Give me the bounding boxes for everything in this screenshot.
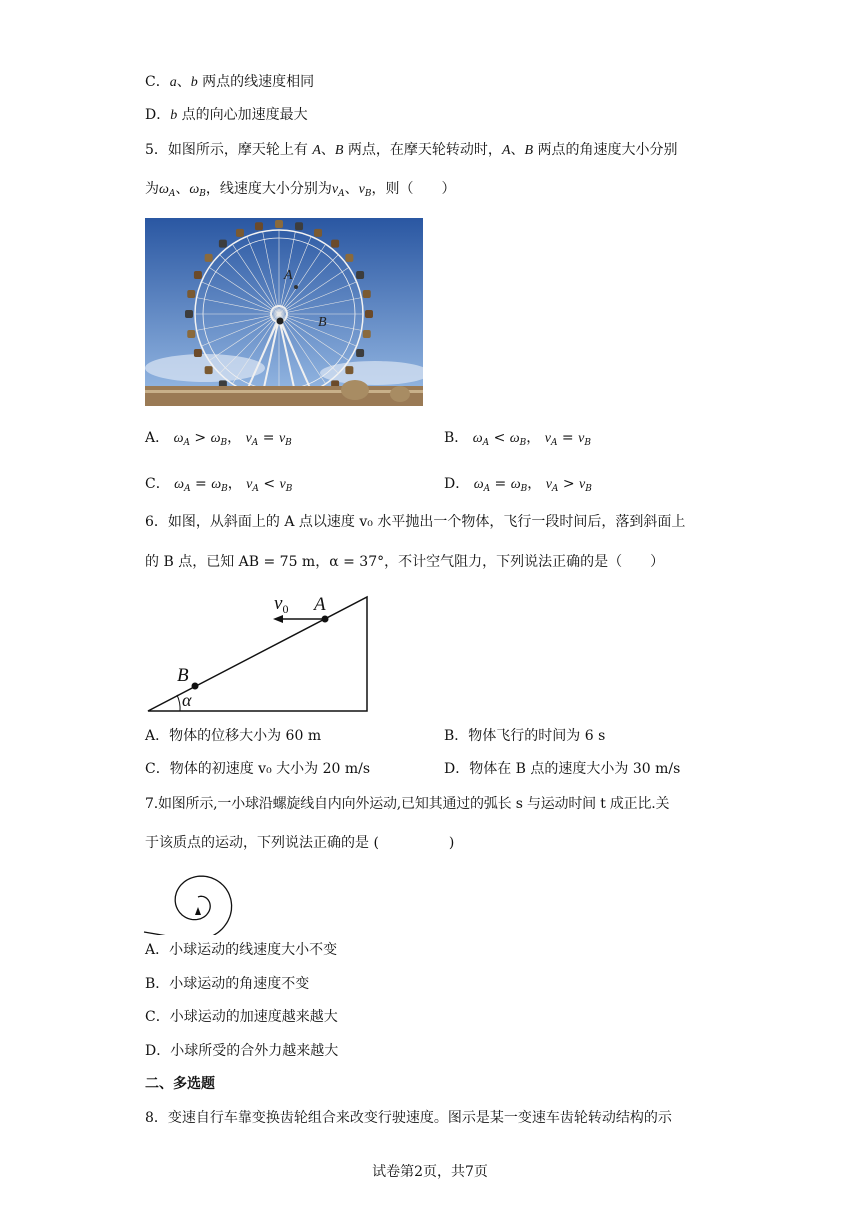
ferris-wheel-photo	[145, 218, 423, 406]
wheel-cabin	[205, 366, 213, 374]
q7-option-b: B．小球运动的角速度不变	[145, 976, 310, 992]
v0-label: $v_0$	[274, 593, 289, 616]
q8-stem-line1: 8．变速自行车靠变换齿轮组合来改变行驶速度。图示是某一变速车齿轮转动结构的示	[145, 1110, 672, 1126]
wheel-cabin	[194, 271, 202, 279]
q7-option-c: C．小球运动的加速度越来越大	[145, 1009, 338, 1025]
wheel-cabin	[363, 290, 371, 298]
photo-label-a: A	[284, 268, 293, 283]
wheel-cabin	[187, 290, 195, 298]
wheel-cabin	[331, 240, 339, 248]
a-label: A	[314, 594, 326, 615]
q6-option-b: B．物体飞行的时间为 6 s	[444, 728, 606, 744]
angle-arc	[177, 695, 180, 711]
q6-option-d: D．物体在 B 点的速度大小为 30 m/s	[444, 761, 681, 777]
wheel-cabin	[295, 222, 303, 230]
alpha-label: α	[182, 690, 192, 710]
wheel-cabin	[363, 330, 371, 338]
page-footer: 试卷第2页，共7页	[372, 1164, 488, 1180]
spiral-diagram	[140, 860, 240, 939]
wheel-cabin	[205, 254, 213, 262]
q5-option-d: D． $\omega_A = \omega_B$， $v_A > v_B$	[444, 476, 592, 494]
wheel-cabin	[255, 222, 263, 230]
b-label: B	[177, 665, 189, 686]
q7-option-d: D．小球所受的合外力越来越大	[145, 1043, 339, 1059]
incline-diagram	[140, 588, 380, 720]
wheel-cabin	[345, 366, 353, 374]
wheel-cabin	[356, 349, 364, 357]
q4-option-d: D．b 点的向心加速度最大	[145, 107, 308, 123]
wheel-cabin	[219, 240, 227, 248]
q5-stem-line2: 为$\omega_A$、$\omega_B$，线速度大小分别为$v_A$、$v_B$，则（ ）	[145, 181, 456, 199]
spiral-curve	[144, 876, 232, 935]
q6-stem-line2: 的 B 点，已知 AB = 75 m，α = 37°，不计空气阻力，下列说法正确的是（ ）	[145, 554, 665, 570]
point-b-dot	[192, 683, 199, 690]
photo-label-b: B	[318, 315, 327, 330]
point-b-marker	[277, 318, 284, 325]
wheel-cabin	[236, 229, 244, 237]
wheel-cabin	[185, 310, 193, 318]
wheel-cabin	[187, 330, 195, 338]
incline-triangle	[148, 597, 367, 711]
wheel-cabin	[194, 349, 202, 357]
q7-stem-line1: 7.如图所示,一小球沿螺旋线自内向外运动,已知其通过的弧长 s 与运动时间 t 成正比.关	[145, 796, 670, 812]
q4-option-c: C．a、b 两点的线速度相同	[145, 74, 315, 90]
wheel-cabin	[365, 310, 373, 318]
q5-option-c: C． $\omega_A = \omega_B$， $v_A < v_B$	[145, 476, 293, 494]
point-a-dot	[322, 616, 329, 623]
wheel-cabin	[356, 271, 364, 279]
q7-option-a: A．小球运动的线速度大小不变	[145, 942, 338, 958]
q5-option-b: B． $\omega_A < \omega_B$， $v_A = v_B$	[444, 430, 591, 448]
point-a-marker	[294, 285, 298, 289]
wheel-cabin	[314, 229, 322, 237]
velocity-arrowhead	[273, 615, 283, 623]
q5-option-a: A． $\omega_A > \omega_B$， $v_A = v_B$	[145, 430, 292, 448]
wheel-cabin	[345, 254, 353, 262]
spiral-arrowhead	[195, 907, 201, 915]
section-heading-multiple-choice: 二、多选题	[145, 1076, 215, 1092]
wheel-cabin	[275, 220, 283, 228]
q6-option-a: A．物体的位移大小为 60 m	[145, 728, 322, 744]
q5-stem-line1: 5．如图所示，摩天轮上有 A、B 两点，在摩天轮转动时，A、B 两点的角速度大小分别	[145, 142, 678, 158]
q6-stem-line1: 6．如图，从斜面上的 A 点以速度 v₀ 水平抛出一个物体，飞行一段时间后，落到斜面上	[145, 514, 686, 530]
q7-stem-line2: 于该质点的运动，下列说法正确的是 ( )	[145, 835, 455, 851]
q6-option-c: C．物体的初速度 v₀ 大小为 20 m/s	[145, 761, 371, 777]
